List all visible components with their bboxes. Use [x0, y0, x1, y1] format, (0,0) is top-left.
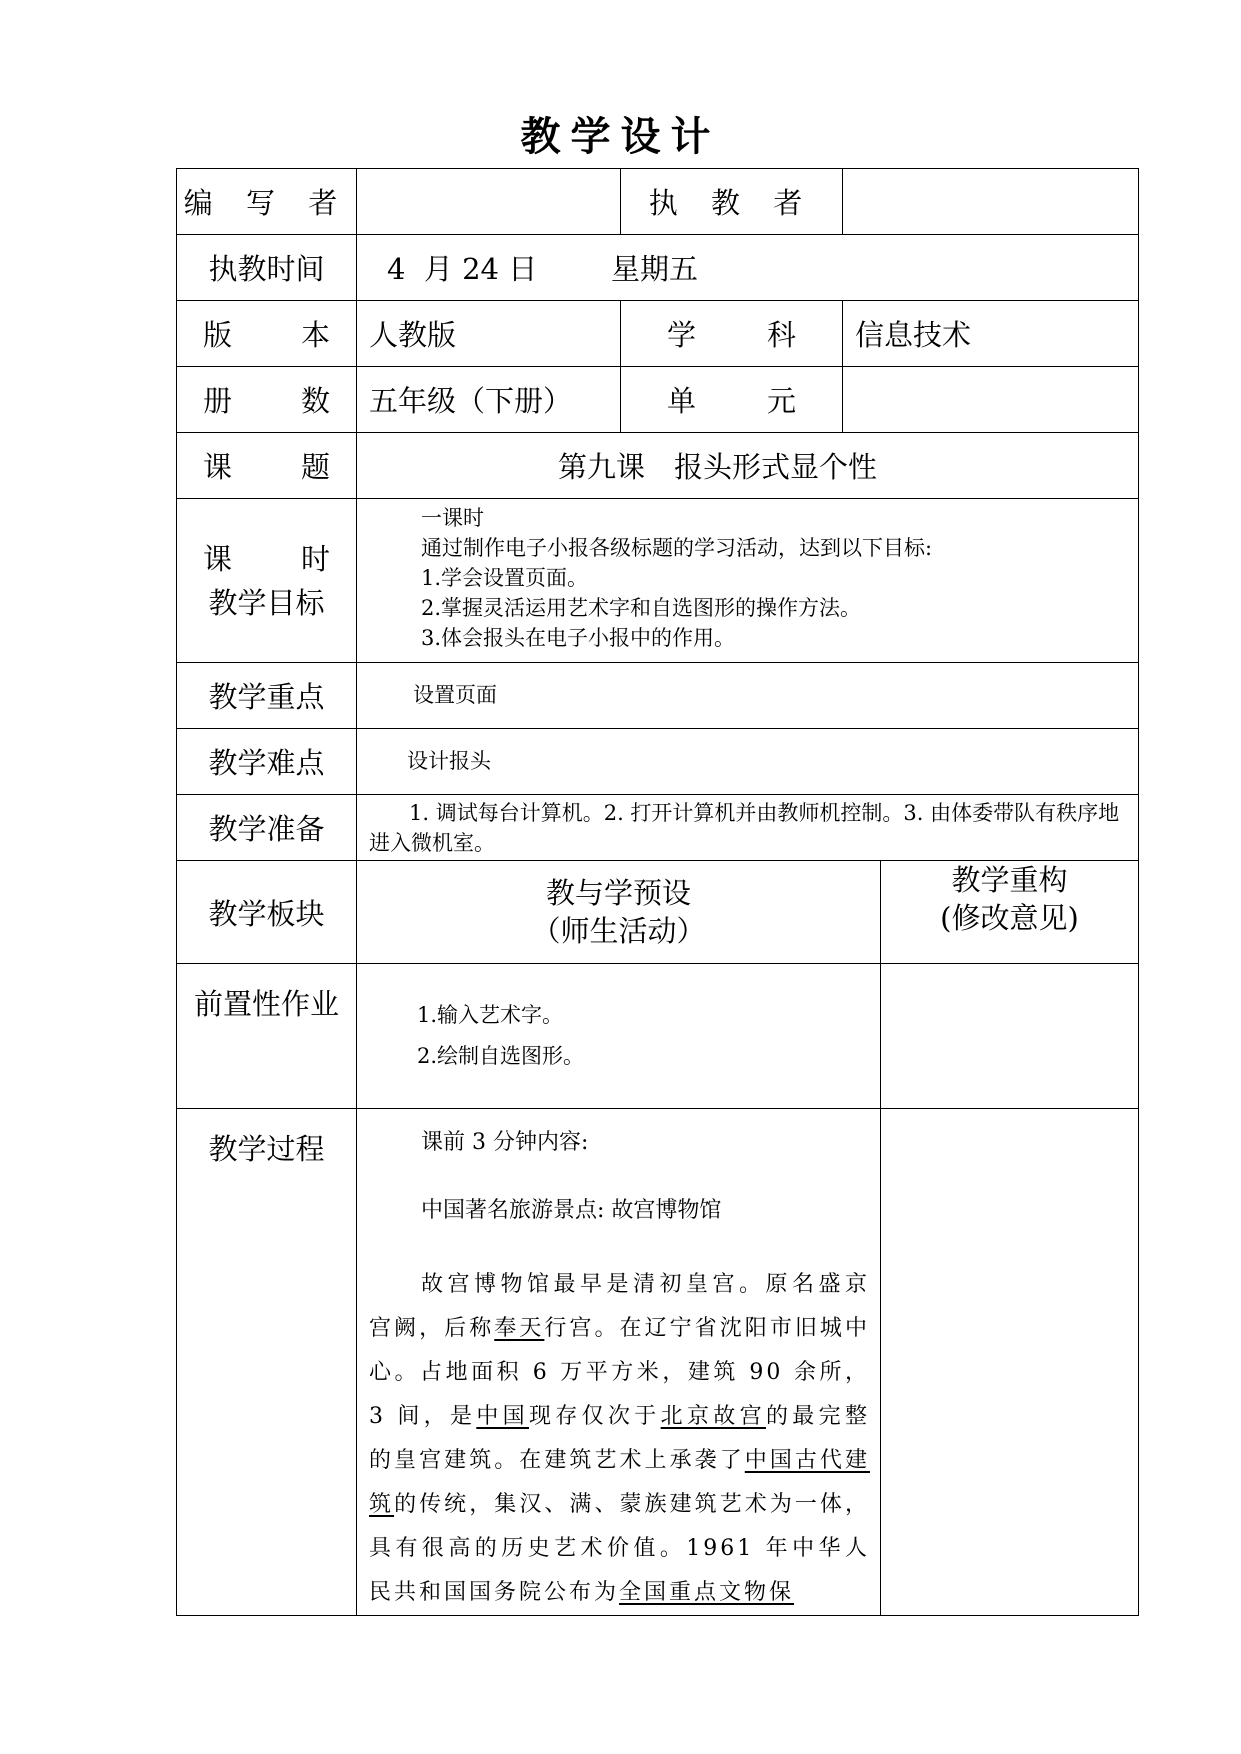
row-time — [177, 235, 1139, 301]
time-value: 4 月 24 日 星期五 — [357, 235, 1139, 301]
objective-line: 2.掌握灵活运用艺术字和自选图形的操作方法。 — [421, 596, 862, 620]
row-topic — [177, 433, 1139, 499]
time-label: 执教时间 — [177, 235, 357, 301]
row-column-headers — [177, 861, 1139, 964]
essay-link-china[interactable]: 中国 — [476, 1404, 529, 1429]
homework-label: 前置性作业 — [177, 964, 357, 1109]
essay-link-fengtian[interactable]: 奉天 — [494, 1316, 545, 1341]
lesson-plan-table — [176, 168, 1139, 1616]
objectives-label — [177, 499, 357, 663]
key-point-value: 设置页面 — [357, 663, 1139, 729]
teacher-value — [843, 169, 1139, 235]
objectives-label-line1: 课 时 — [203, 541, 330, 576]
key-point-label: 教学重点 — [177, 663, 357, 729]
preset-header-line2: （师生活动） — [531, 914, 706, 948]
volume-label: 册 数 — [177, 367, 357, 433]
preparation-label: 教学准备 — [177, 795, 357, 861]
rebuild-header-line1: 教学重构 — [951, 863, 1068, 897]
process-intro: 课前 3 分钟内容: — [421, 1130, 589, 1155]
subject-value: 信息技术 — [843, 301, 1139, 367]
process-essay — [369, 1263, 870, 1615]
row-homework — [177, 964, 1139, 1109]
objective-line: 一课时 — [421, 506, 484, 530]
difficulty-value: 设计报头 — [357, 729, 1139, 795]
homework-item: 2.绘制自选图形。 — [417, 1044, 585, 1068]
process-content — [357, 1109, 881, 1616]
essay-link-relics-protection[interactable]: 全国重点文物保 — [619, 1580, 795, 1605]
essay-link-ancient-architecture[interactable]: 中国古代建筑 — [369, 1448, 870, 1517]
volume-value: 五年级（下册） — [357, 367, 621, 433]
row-volume — [177, 367, 1139, 433]
unit-label: 单 元 — [621, 367, 843, 433]
essay-text: 的传统，集汉、满、蒙族建筑艺术为一体，具有很高的历史艺术价值。1961 年中华人民共和国国务院公布为 — [369, 1492, 870, 1605]
process-rebuild-cell — [881, 1109, 1139, 1616]
preparation-value: 1. 调试每台计算机。2. 打开计算机并由教师机控制。3. 由体委带队有秩序地进入微机室。 — [357, 795, 1139, 861]
row-preparation — [177, 795, 1139, 861]
rebuild-header-line2: (修改意见) — [940, 901, 1079, 935]
preset-header-line1: 教与学预设 — [545, 876, 691, 910]
homework-content — [357, 964, 881, 1109]
essay-text: 行宫。在辽宁省沈阳市旧城中心。占地面积 6 万平方米，建筑 90 余所，3 间，是 — [369, 1316, 870, 1429]
essay-text: 的最完整的皇宫建筑。在建筑艺术上承袭了 — [369, 1404, 870, 1473]
objectives-content — [357, 499, 1139, 663]
document-title: 教学设计 — [520, 113, 721, 160]
objective-line: 通过制作电子小报各级标题的学习活动，达到以下目标: — [421, 536, 933, 560]
row-key-point — [177, 663, 1139, 729]
difficulty-label: 教学难点 — [177, 729, 357, 795]
preset-header — [357, 861, 881, 964]
process-label: 教学过程 — [177, 1109, 357, 1616]
teacher-label: 执 教 者 — [621, 169, 843, 235]
process-heading: 中国著名旅游景点: 故宫博物馆 — [421, 1198, 722, 1223]
row-difficulty — [177, 729, 1139, 795]
objective-line: 1.学会设置页面。 — [421, 566, 589, 590]
homework-item: 1.输入艺术字。 — [417, 1003, 564, 1027]
objectives-label-line2: 教学目标 — [208, 585, 325, 620]
edition-label: 版 本 — [177, 301, 357, 367]
topic-value: 第九课 报头形式显个性 — [357, 433, 1139, 499]
rebuild-header — [881, 861, 1139, 964]
row-edition — [177, 301, 1139, 367]
block-label: 教学板块 — [177, 861, 357, 964]
essay-text: 故宫博物馆最早是清初皇宫。原名盛京宫阙，后称 — [369, 1272, 870, 1341]
author-value — [357, 169, 621, 235]
topic-label: 课 题 — [177, 433, 357, 499]
essay-text: 现存仅次于 — [528, 1404, 661, 1429]
author-label: 编 写 者 — [177, 169, 357, 235]
subject-label: 学 科 — [621, 301, 843, 367]
unit-value — [843, 367, 1139, 433]
row-process — [177, 1109, 1139, 1616]
edition-value: 人教版 — [357, 301, 621, 367]
essay-link-beijing-palace[interactable]: 北京故宫 — [660, 1404, 766, 1429]
row-author — [177, 169, 1139, 235]
homework-rebuild-cell — [881, 964, 1139, 1109]
objective-line: 3.体会报头在电子小报中的作用。 — [421, 626, 736, 650]
row-objectives — [177, 499, 1139, 663]
